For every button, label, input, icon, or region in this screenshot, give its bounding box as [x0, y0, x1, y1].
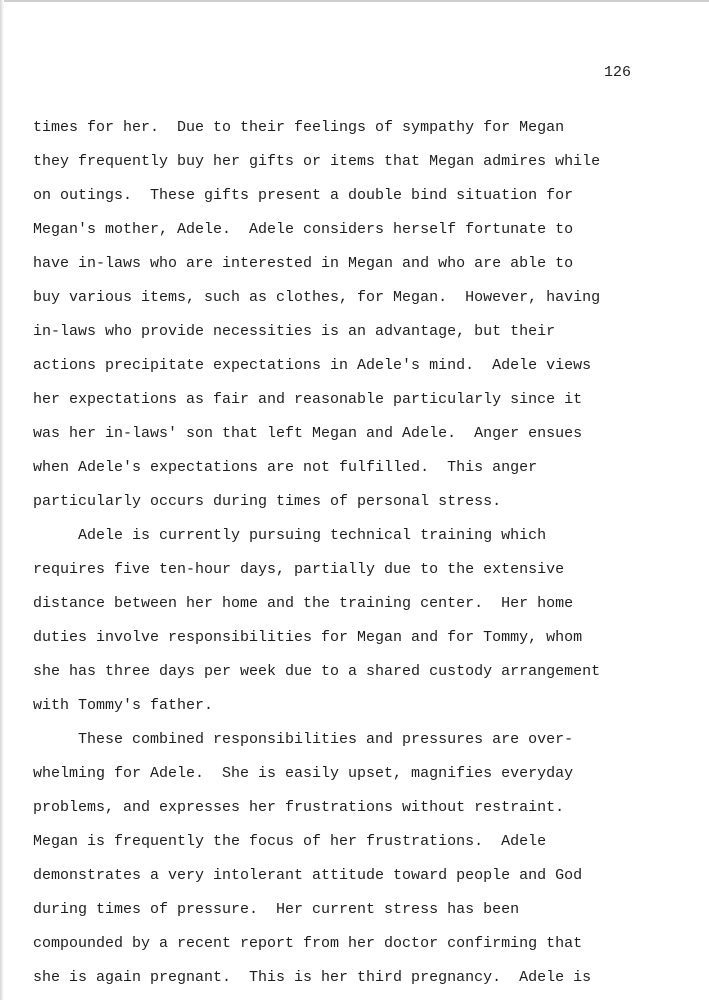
page-number: 126 — [604, 64, 632, 81]
text-line: problems, and expresses her frustrations without restraint. — [33, 799, 565, 816]
scan-left-edge-shadow — [0, 0, 4, 1000]
text-line: in-laws who provide necessities is an advantage, but their — [33, 323, 556, 340]
text-line: she has three days per week due to a shared custody arrangement — [33, 663, 601, 680]
text-line: have in-laws who are interested in Megan and who are able to — [33, 255, 574, 272]
text-line: with Tommy's father. — [33, 697, 214, 714]
text-line: her expectations as fair and reasonable particularly since it — [33, 391, 583, 408]
text-line: when Adele's expectations are not fulfilled. This anger — [33, 459, 538, 476]
text-line: Megan's mother, Adele. Adele considers herself fortunate to — [33, 221, 574, 238]
text-line: buy various items, such as clothes, for Megan. However, having — [33, 289, 601, 306]
text-line: demonstrates a very intolerant attitude toward people and God — [33, 867, 583, 884]
text-line: requires five ten-hour days, partially due to the extensive — [33, 561, 565, 578]
text-line: during times of pressure. Her current stress has been — [33, 901, 520, 918]
body-text — [33, 115, 703, 999]
text-line: actions precipitate expectations in Adele's mind. Adele views — [33, 357, 592, 374]
text-line: was her in-laws' son that left Megan and Adele. Anger ensues — [33, 425, 583, 442]
text-line: particularly occurs during times of personal stress. — [33, 493, 502, 510]
text-line: distance between her home and the training center. Her home — [33, 595, 574, 612]
text-line: compounded by a recent report from her doctor confirming that — [33, 935, 583, 952]
text-line: on outings. These gifts present a double bind situation for — [33, 187, 574, 204]
text-line: whelming for Adele. She is easily upset, magnifies everyday — [33, 765, 574, 782]
text-line: they frequently buy her gifts or items that Megan admires while — [33, 153, 601, 170]
text-line: Megan is frequently the focus of her frustrations. Adele — [33, 833, 547, 850]
text-line: she is again pregnant. This is her third pregnancy. Adele is — [33, 969, 592, 986]
text-line: times for her. Due to their feelings of sympathy for Megan — [33, 119, 565, 136]
paragraph-start-line: Adele is currently pursuing technical training which — [33, 527, 547, 544]
text-line: duties involve responsibilities for Megan and for Tommy, whom — [33, 629, 583, 646]
top-edge-rule — [0, 0, 709, 2]
paragraph-start-line: These combined responsibilities and pressures are over- — [33, 731, 574, 748]
